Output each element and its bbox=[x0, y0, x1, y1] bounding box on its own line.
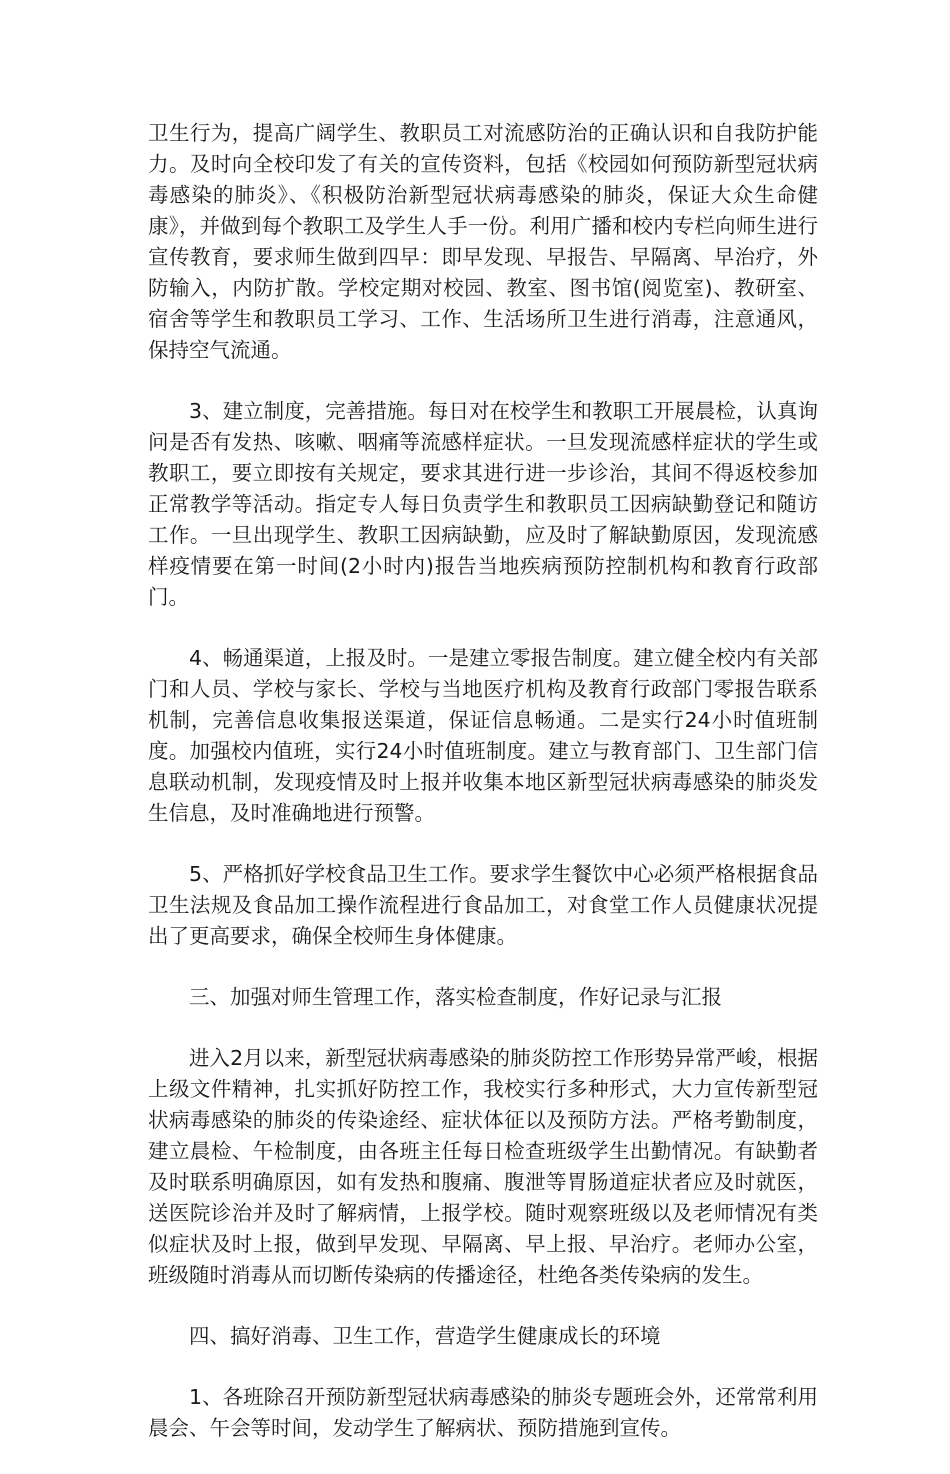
paragraph-item-4: 4、畅通渠道，上报及时。一是建立零报告制度。建立健全校内有关部门和人员、学校与家长、学校与当地医疗机构及教育行政部门零报告联系机制，完善信息收集报送渠道，保证信息畅通。二是实行24小时值班制度。加强校内值班，实行24小时值班制度。建立与教育部门、卫生部门信息联动机制，发现疫情及时上报并收集本地区新型冠状病毒感染的肺炎发生信息，及时准确地进行预警。 bbox=[148, 646, 818, 825]
paragraph-item-3: 3、建立制度，完善措施。每日对在校学生和教职工开展晨检，认真询问是否有发热、咳嗽、咽痛等流感样症状。一旦发现流感样症状的学生或教职工，要立即按有关规定，要求其进行进一步诊治，其间不得返校参加正常教学等活动。指定专人每日负责学生和教职员工因病缺勤登记和随访工作。一旦出现学生、教职工因病缺勤，应及时了解缺勤原因，发现流感样疫情要在第一时间(2小时内)报告当地疾病预防控制机构和教育行政部门。 bbox=[148, 399, 818, 609]
section-heading-4: 四、搞好消毒、卫生工作，营造学生健康成长的环境 bbox=[189, 1324, 661, 1348]
paragraph-section-3-body: 进入2月以来，新型冠状病毒感染的肺炎防控工作形势异常严峻，根据上级文件精神，扎实抓好防控工作，我校实行多种形式，大力宣传新型冠状病毒感染的肺炎的传染途经、症状体征以及预防方法。严格考勤制度，建立晨检、午检制度，由各班主任每日检查班级学生出勤情况。有缺勤者及时联系明确原因，如有发热和腹痛、腹泄等胃肠道症状者应及时就医，送医院诊治并及时了解病情，上报学校。随时观察班级以及老师情况有类似症状及时上报，做到早发现、早隔离、早上报、早治疗。老师办公室，班级随时消毒从而切断传染病的传播途径，杜绝各类传染病的发生。 bbox=[148, 1046, 818, 1287]
paragraph-section-4-item-1: 1、各班除召开预防新型冠状病毒感染的肺炎专题班会外，还常常利用晨会、午会等时间，发动学生了解病状、预防措施到宣传。 bbox=[148, 1385, 818, 1440]
paragraph-item-5: 5、严格抓好学校食品卫生工作。要求学生餐饮中心必须严格根据食品卫生法规及食品加工操作流程进行食品加工，对食堂工作人员健康状况提出了更高要求，确保全校师生身体健康。 bbox=[148, 862, 818, 948]
paragraph-continuation: 卫生行为，提高广阔学生、教职员工对流感防治的正确认识和自我防护能力。及时向全校印发了有关的宣传资料，包括《校园如何预防新型冠状病毒感染的肺炎》、《积极防治新型冠状病毒感染的肺炎，保证大众生命健康》，并做到每个教职工及学生人手一份。利用广播和校内专栏向师生进行宣传教育，要求师生做到四早：即早发现、早报告、早隔离、早治疗，外防输入，内防扩散。学校定期对校园、教室、图书馆(阅览室)、教研室、宿舍等学生和教职员工学习、工作、生活场所卫生进行消毒，注意通风，保持空气流通。 bbox=[148, 121, 818, 362]
document-body bbox=[148, 118, 818, 1474]
section-heading-3: 三、加强对师生管理工作，落实检查制度，作好记录与汇报 bbox=[189, 985, 722, 1009]
